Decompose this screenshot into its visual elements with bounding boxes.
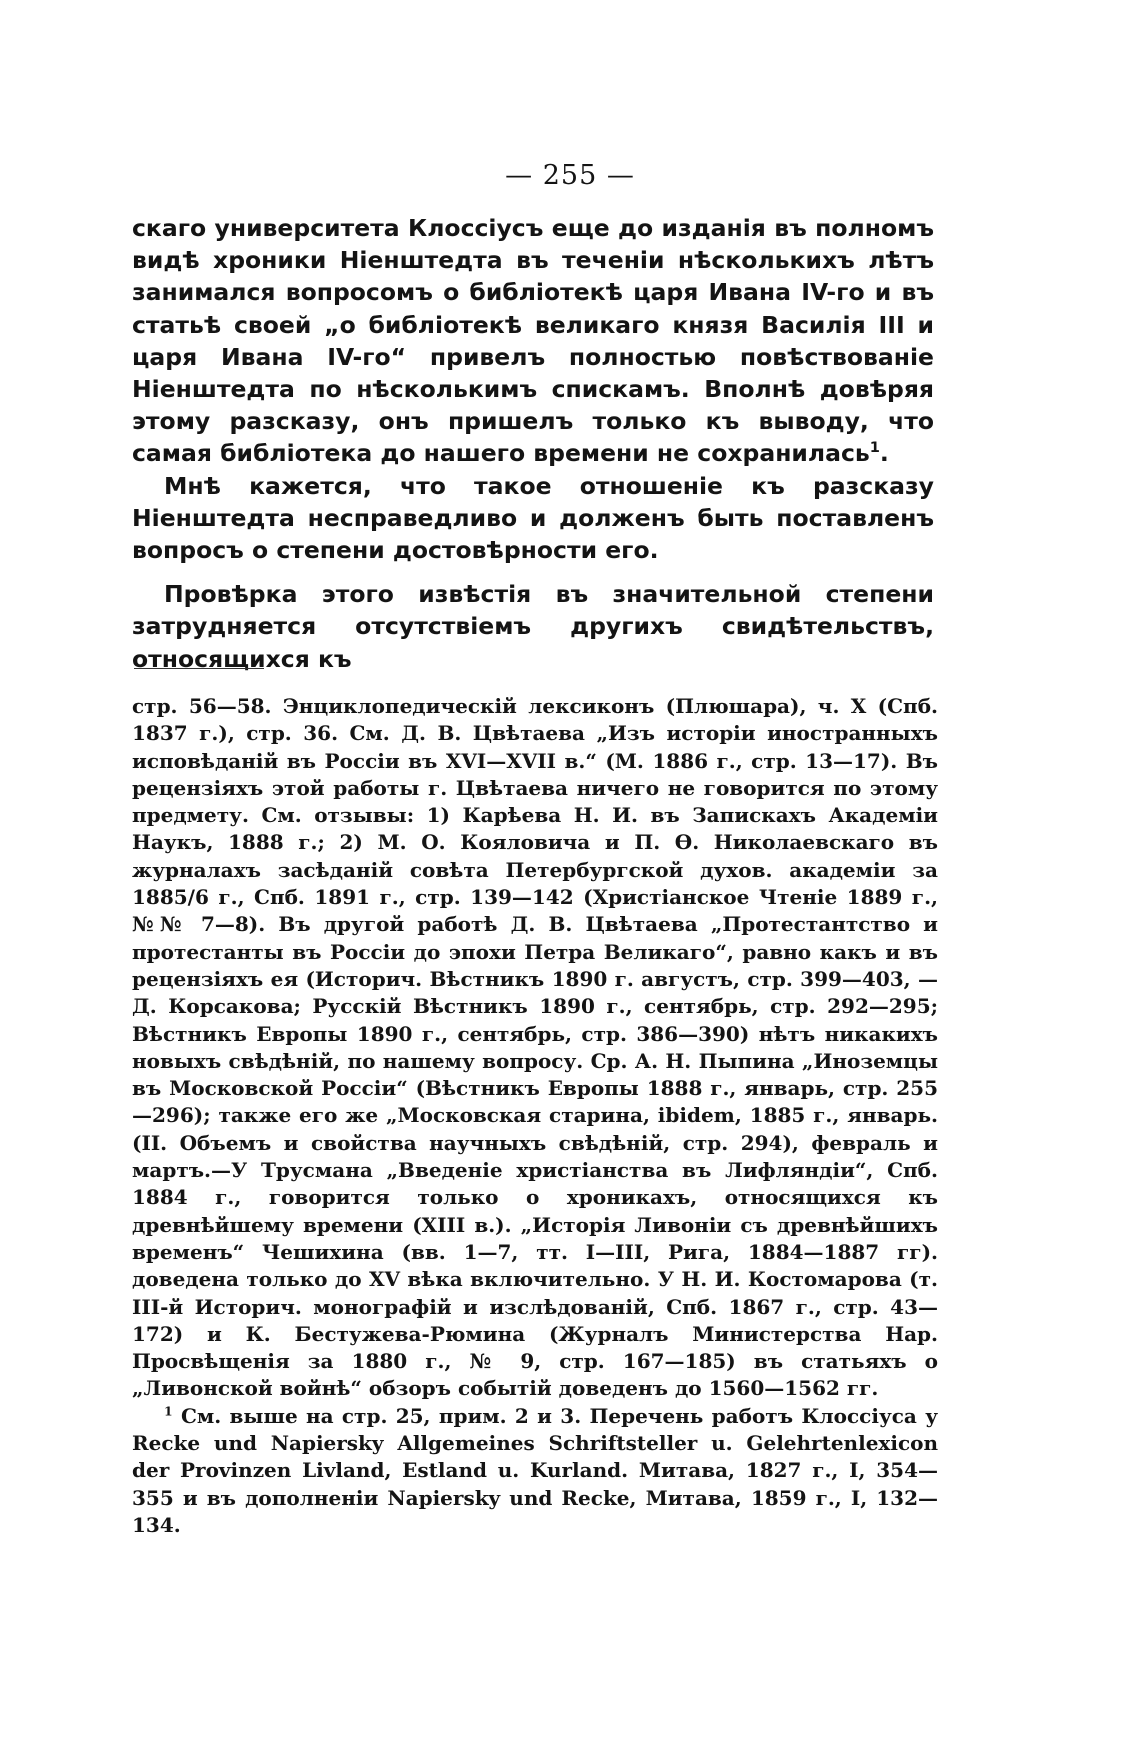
paragraph-1-text: скаго университета Клоссіусъ еще до изданія въ полномъ видѣ хроники Ніенштедта въ теченіи нѣсколькихъ лѣтъ занимался вопросомъ о библіотекѣ царя Ивана IV-го и въ статьѣ своей „о библіотекѣ великаго князя Василія III и царя Ивана IV-го“ привелъ полностью повѣствованіе Ніенштедта по нѣсколькимъ спискамъ. Вполнѣ довѣряя этому разсказу, онъ пришелъ только къ выводу, что самая библіотека до нашего времени не сохранилась <box>132 214 934 468</box>
paragraph-1-end: . <box>879 439 889 468</box>
footnote-1 <box>132 1403 938 1539</box>
footnotes <box>132 693 938 1539</box>
page-number: — 255 — <box>505 160 635 191</box>
paragraph-2: Мнѣ кажется, что такое отношеніе къ разсказу Ніенштедта несправедливо и долженъ быть поставленъ вопросъ о степени достовѣрности его. <box>132 471 934 565</box>
main-text <box>132 212 934 675</box>
footnote-1-marker: 1 <box>164 1403 173 1419</box>
paragraph-1 <box>132 212 934 470</box>
footnote-1-text: См. выше на стр. 25, прим. 2 и 3. Перечень работъ Клоссіуса у Recke und Napiersky Allgemeines Schriftsteller u. Gelehrtenlexicon der Provinzen Livland, Estland u. Kurland. Митава, 1827 г., I, 354—355 и въ дополненіи Napiersky und Recke, Митава, 1859 г., I, 132—134. <box>132 1403 938 1537</box>
paragraph-3: Провѣрка этого извѣстія въ значительной степени затрудняется отсутствіемъ другихъ свидѣтельствъ, относящихся къ <box>132 580 934 673</box>
footnote-continuation: стр. 56—58. Энциклопедическій лексиконъ (Плюшара), ч. X (Спб. 1837 г.), стр. 36. См. Д. В. Цвѣтаева „Изъ исторіи иностранныхъ исповѣданій въ Россіи въ XVI—XVII в.“ (М. 1886 г., стр. 13—17). Въ рецензіяхъ этой работы г. Цвѣтаева ничего не говорится по этому предмету. См. отзывы: 1) Карѣева Н. И. въ Запискахъ Академіи Наукъ, 1888 г.; 2) М. О. Кояловича и П. Ѳ. Николаевскаго въ журналахъ засѣданій совѣта Петербургской духов. академіи за 1885/6 г., Спб. 1891 г., стр. 139—142 (Христіанское Чтеніе 1889 г., №№ 7—8). Въ другой работѣ Д. В. Цвѣтаева „Протестантство и протестанты въ Россіи до эпохи Петра Великаго“, равно какъ и въ рецензіяхъ ея (Историч. Вѣстникъ 1890 г. августъ, стр. 399—403, — Д. Корсакова; Русскій Вѣстникъ 1890 г., сентябрь, стр. 292—295; Вѣстникъ Европы 1890 г., сентябрь, стр. 386—390) нѣтъ никакихъ новыхъ свѣдѣній, по нашему вопросу. Ср. А. Н. Пыпина „Иноземцы въ Московской Россіи“ (Вѣстникъ Европы 1888 г., январь, стр. 255—296); также его же „Московская старина, ibidem, 1885 г., январь. (II. Объемъ и свойства научныхъ свѣдѣній, стр. 294), февраль и мартъ.—У Трусмана „Введеніе христіанства въ Лифляндіи“, Спб. 1884 г., говорится только о хроникахъ, относящихся къ древнѣйшему времени (XIII в.). „Исторія Ливоніи съ древнѣйшихъ временъ“ Чешихина (вв. 1—7, тт. I—III, Рига, 1884—1887 гг). доведена только до XV вѣка включительно. У Н. И. Костомарова (т. III-й Историч. монографій и изслѣдованій, Спб. 1867 г., стр. 43—172) и К. Бестужева-Рюмина (Журналъ Министерства Нар. Просвѣщенія за 1880 г., № 9, стр. 167—185) въ статьяхъ о „Ливонской войнѣ“ обзоръ событій доведенъ до 1560—1562 гг. <box>132 694 938 1401</box>
footnote-divider <box>134 668 264 669</box>
footnote-ref-1: 1 <box>869 439 880 457</box>
